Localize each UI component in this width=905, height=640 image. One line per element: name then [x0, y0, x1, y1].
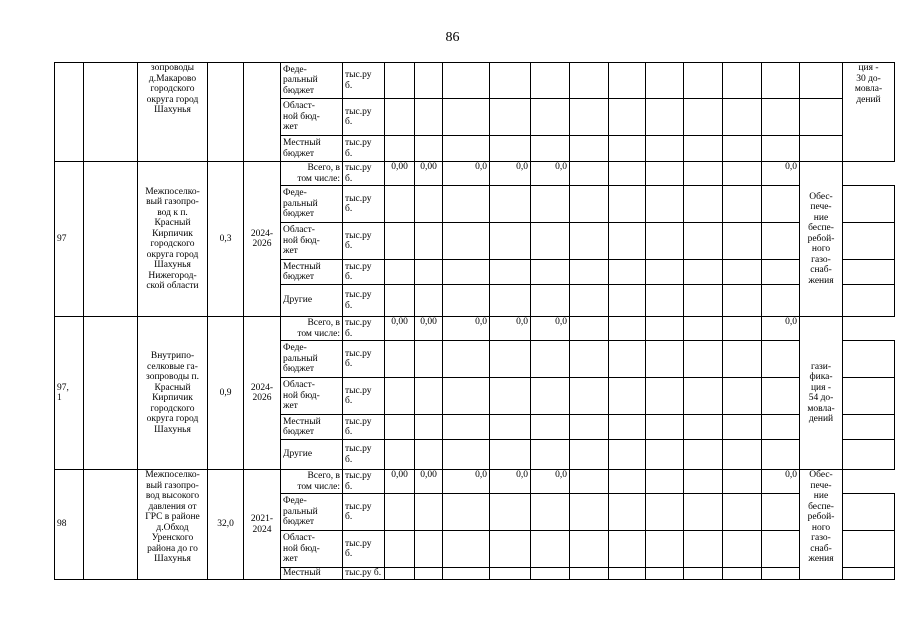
- table-row: [55, 317, 895, 341]
- unit: тыс.ру б.: [343, 285, 385, 317]
- source-federal: Феде- ральный бюджет: [281, 341, 343, 378]
- source-other: Другие: [281, 285, 343, 317]
- unit: тыс.ру б.: [343, 260, 385, 285]
- length-value: 0,9: [208, 317, 244, 470]
- value-cell: 0,0: [443, 162, 490, 186]
- source-local: Местный бюджет: [281, 415, 343, 440]
- value-cell: 0,0: [490, 162, 531, 186]
- unit: тыс.ру б.: [343, 415, 385, 440]
- years: 2024- 2026: [244, 162, 281, 317]
- object-name: Межпоселко- вый газопро- вод к п. Красный Кирпичик городского округа город Шахунья Нижегород- ской области: [138, 162, 208, 317]
- value-cell: 0,00: [415, 470, 443, 494]
- row-number: 97: [55, 162, 84, 317]
- unit: тыс.ру б.: [343, 223, 385, 260]
- source-total: Всего, в том числе:: [281, 317, 343, 341]
- value-cell: 0,00: [385, 162, 415, 186]
- object-name: зопроводы д.Макарово городского округа город Шахунья: [138, 63, 208, 162]
- source-regional: Област- ной бюд- жет: [281, 531, 343, 568]
- value-cell: 0,0: [762, 162, 800, 186]
- unit: тыс.ру б.: [343, 531, 385, 568]
- source-total: Всего, в том числе:: [281, 162, 343, 186]
- unit: тыс.ру б.: [343, 470, 385, 494]
- value-cell: 0,00: [385, 317, 415, 341]
- source-total: Всего, в том числе:: [281, 470, 343, 494]
- years: 2024- 2026: [244, 317, 281, 470]
- source-regional: Област- ной бюд- жет: [281, 378, 343, 415]
- value-cell: 0,0: [490, 470, 531, 494]
- outcome: гази- фика- ция - 54 до- мовла- дений: [800, 317, 843, 470]
- unit: тыс.ру б.: [343, 568, 385, 580]
- value-cell: 0,00: [385, 470, 415, 494]
- unit: тыс.ру б.: [343, 341, 385, 378]
- source-regional: Област- ной бюд- жет: [281, 223, 343, 260]
- source-local: Местный бюджет: [281, 136, 343, 162]
- unit: тыс.ру б.: [343, 186, 385, 223]
- value-cell: 0,0: [531, 162, 570, 186]
- budget-table: [54, 62, 895, 580]
- unit: тыс.ру б.: [343, 63, 385, 99]
- unit: тыс.ру б.: [343, 99, 385, 136]
- unit: тыс.ру б.: [343, 317, 385, 341]
- page-number: 86: [445, 30, 460, 45]
- value-cell: 0,0: [531, 470, 570, 494]
- source-local: Местный бюджет: [281, 260, 343, 285]
- unit: тыс.ру б.: [343, 378, 385, 415]
- source-federal: Феде- ральный бюджет: [281, 494, 343, 531]
- value-cell: 0,0: [490, 317, 531, 341]
- row-number: 97, 1: [55, 317, 84, 470]
- source-regional: Област- ной бюд- жет: [281, 99, 343, 136]
- value-cell: 0,0: [762, 470, 800, 494]
- object-name: Внутрипо- селковые га- зопроводы п. Красный Кирпичик городского округа город Шахунья: [138, 317, 208, 470]
- value-cell: 0,0: [443, 317, 490, 341]
- unit: тыс.ру б.: [343, 162, 385, 186]
- outcome: Обес- пече- ние беспе- ребой- ного газо- снаб- жения: [800, 162, 843, 317]
- length-value: 32,0: [208, 470, 244, 580]
- table-row: [55, 63, 895, 99]
- table-row: [55, 470, 895, 494]
- unit: тыс.ру б.: [343, 440, 385, 470]
- value-cell: 0,0: [443, 470, 490, 494]
- value-cell: 0,0: [531, 317, 570, 341]
- outcome: Обес- пече- ние беспе- ребой- ного газо- снаб- жения: [800, 470, 843, 580]
- value-cell: 0,00: [415, 162, 443, 186]
- source-federal: Феде- ральный бюджет: [281, 186, 343, 223]
- source-other: Другие: [281, 440, 343, 470]
- object-name: Межпоселко- вый газопро- вод высокого давления от ГРС в районе д.Обход Уренского района до го Шахунья: [138, 470, 208, 580]
- unit: тыс.ру б.: [343, 136, 385, 162]
- unit: тыс.ру б.: [343, 494, 385, 531]
- value-cell: 0,0: [762, 317, 800, 341]
- source-local: Местный: [281, 568, 343, 580]
- length-value: 0,3: [208, 162, 244, 317]
- row-number: 98: [55, 470, 84, 580]
- years: 2021- 2024: [244, 470, 281, 580]
- outcome: ция - 30 до- мовла- дений: [843, 63, 895, 162]
- table-row: [55, 162, 895, 186]
- source-federal: Феде- ральный бюджет: [281, 63, 343, 99]
- value-cell: 0,00: [415, 317, 443, 341]
